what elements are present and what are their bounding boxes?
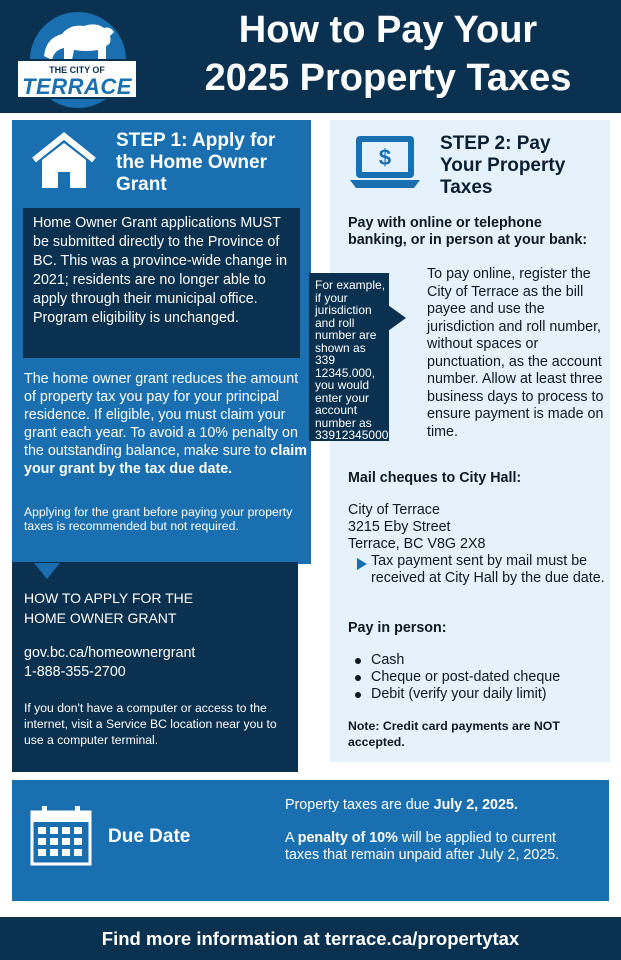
step2-title-line-3: Taxes [440,177,493,198]
title-line-2: 2025 Property Taxes [204,57,572,99]
mail-deadline-note: Tax payment sent by mail must be received at City Hall by the due date. [371,553,605,586]
list-item: Cash [352,652,607,669]
page-title [158,6,618,102]
penalty-bold: penalty of 10% [297,830,398,846]
grant-notice-box: Home Owner Grant applications MUST be submitted directly to the Province of BC. This was a province-wide change in 2021; residents are no longer able to apply through their municipal office. Program eligibility is unchanged. [23,208,300,358]
pay-bank-heading: Pay with online or telephone banking, or in person at your bank: [348,215,588,248]
logo-big-text: TERRACE [22,74,132,99]
footer-banner [0,917,621,960]
service-bc-note: If you don't have a computer or access to the internet, visit a Service BC location near you to use a computer terminal. [24,701,277,747]
penalty-statement [285,830,585,864]
step1-title-line-2: the Home Owner [116,152,267,173]
triangle-bullet-icon [357,558,367,570]
city-hall-address [348,502,598,553]
how-to-apply-contacts [24,644,284,682]
penalty-pre: A [285,830,294,846]
logo-small-text: THE CITY OF [49,65,105,75]
due-date-statement [285,797,585,814]
how-to-apply-title [24,588,284,628]
penalty-post: will be applied to current taxes that remain unpaid after July 2, 2025. [285,830,560,863]
pay-in-person-heading: Pay in person: [348,620,447,636]
step2-title-line-1: STEP 2: Pay [440,133,551,154]
grant-phone-number[interactable]: 1-888-355-2700 [24,664,126,680]
grant-recommendation: Applying for the grant before paying your property taxes is recommended but not required. [24,505,293,533]
address-line-1: City of Terrace [348,502,440,518]
address-line-2: 3215 Eby Street [348,519,451,535]
list-item: Debit (verify your daily limit) [352,686,607,703]
online-banking-instructions: To pay online, register the City of Terrace as the bill payee and use the jurisdiction and roll number, without spaces or punctuation, as the account number. Allow at least three business days to process to ensure payment is made on time. [427,266,604,440]
bear-logo-icon [40,16,118,64]
grant-explanation-bold: claim your grant by the tax due date. [24,443,307,477]
grant-explanation [24,370,308,478]
grant-explanation-text: The home owner grant reduces the amount of property tax you pay for your principal residence. If eligible, you must claim your grant each year. To avoid a 10% penalty on the outstanding balance, make sure to [24,371,299,459]
account-example-box: For example, if your jurisdiction and roll number are shown as 339 12345.000, you would enter your account number as 33912345000 [309,273,389,441]
how-to-apply-title-line-1: HOW TO APPLY FOR THE [24,590,194,606]
list-item: Cheque or post-dated cheque [352,669,607,686]
city-logo-wordmark [16,59,138,99]
step2-title [440,133,600,199]
example-arrow-shape [388,303,428,333]
step1-title-line-1: STEP 1: Apply for [116,130,276,151]
due-date-title: Due Date [108,826,191,847]
address-line-3: Terrace, BC V8G 2X8 [348,536,486,552]
grant-url-link[interactable]: gov.bc.ca/homeownergrant [24,645,196,661]
step1-title [116,130,308,196]
step2-title-line-2: Your Property [440,155,566,176]
calendar-icon [30,806,92,866]
due-date-text: Property taxes are due [285,797,430,813]
due-date-bold: July 2, 2025. [433,797,518,813]
footer-text[interactable]: Find more information at terrace.ca/propertytax [101,928,520,949]
payment-methods-list [352,652,607,703]
svg-text:$: $ [378,145,392,170]
pointer-arrow [34,563,60,579]
laptop-dollar-icon [348,134,422,192]
mail-heading: Mail cheques to City Hall: [348,470,522,486]
how-to-apply-title-line-2: HOME OWNER GRANT [24,610,177,626]
credit-card-note: Note: Credit card payments are NOT accepted. [348,719,560,749]
step1-title-line-3: Grant [116,174,167,195]
title-line-1: How to Pay Your [238,9,538,51]
house-icon [30,130,98,192]
